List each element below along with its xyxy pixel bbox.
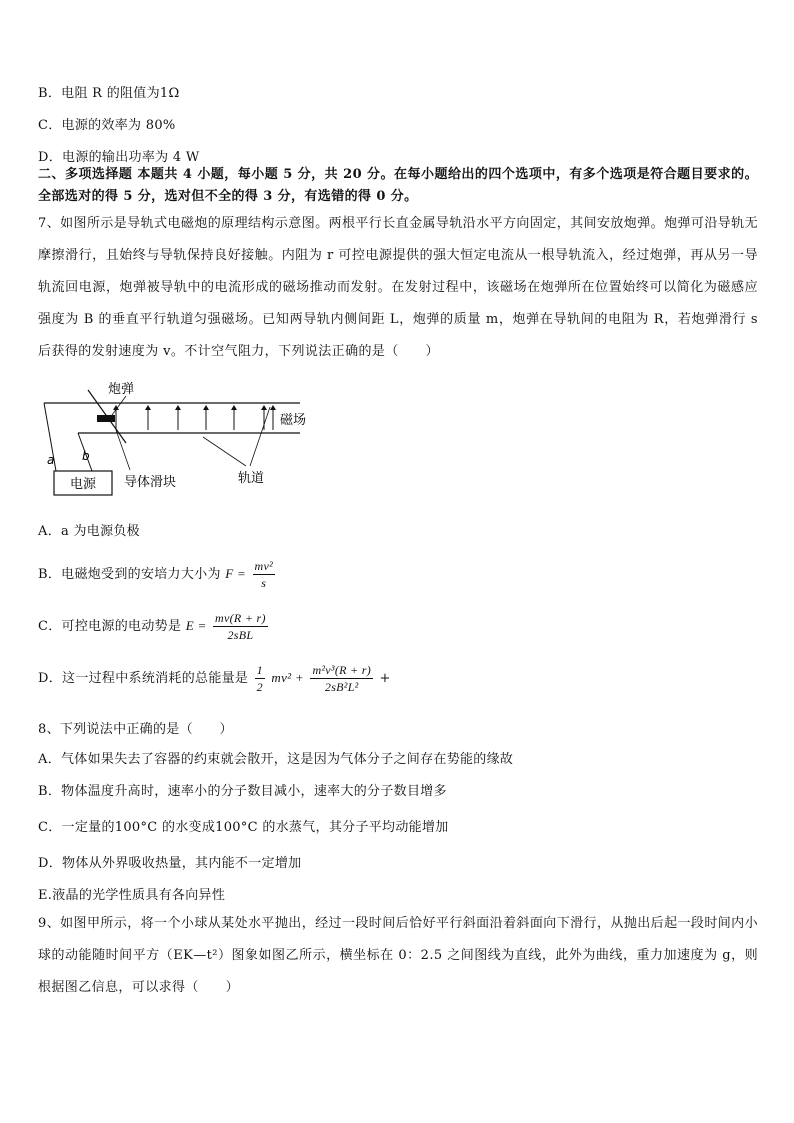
- option-b-lhs: F =: [225, 566, 247, 581]
- question-7-stem: 7、如图所示是导轨式电磁炮的原理结构示意图。两根平行长直金属导轨沿水平方向固定，其间安放炮弹。炮弹可沿导轨无摩擦滑行，且始终与导轨保持良好接触。内阻为 r 可控电源提供的强大恒定电流从一根导轨流入，经过炮弹，再从另一导轨流回电源，炮弹被导轨中的电流形成的磁场推动而发射。在发射过程中，该磁场在炮弹所在位置始终可以简化为磁感应强度为 B 的垂直平行轨道匀强磁场。已知两导轨内侧间距 L，炮弹的质量 m，炮弹在导轨间的电阻为 R，若炮弹滑行 s 后获得的发射速度为 v。不计空气阻力，下列说法正确的是（ ）: [38, 216, 758, 359]
- section-heading-multiple-choice: 二、多项选择题 本题共 4 小题，每小题 5 分，共 20 分。在每小题给出的四个选项中，有多个选项是符合题目要求的。全部选对的得 5 分，选对但不全的得 3 分，有选错的得 0 分。: [38, 167, 758, 204]
- field-arrowhead-3: [175, 405, 181, 410]
- question-9-stem: 9、如图甲所示，将一个小球从某处水平抛出，经过一段时间后恰好平行斜面沿着斜面向下滑行，从抛出后起一段时间内小球的动能随时间平方（EK—t²）图象如图乙所示，横坐标在 0：2.5 之间图线为直线，此外为曲线，重力加速度为 g，则根据图乙信息，可以求得（ ）: [38, 916, 758, 995]
- railgun-diagram: [38, 378, 318, 500]
- option-c-efficiency: C．电源的效率为 80%: [38, 118, 176, 133]
- field-arrowhead-6: [261, 405, 267, 410]
- power-source-label: 电源: [69, 477, 97, 492]
- question-8-option-a: A．气体如果失去了容器的约束就会散开，这是因为气体分子之间存在势能的缘故: [38, 752, 514, 767]
- option-d-loss-numerator: m²v³(R + r): [312, 663, 372, 677]
- field-arrowhead-2: [145, 405, 151, 410]
- option-d-output-power: D．电源的输出功率为 4 W: [38, 150, 200, 165]
- question-7-option-d: [38, 662, 391, 695]
- question-7-option-b: [38, 558, 277, 591]
- leader-rail-1: [203, 437, 246, 466]
- option-d-half-numerator: 1: [256, 663, 263, 677]
- option-d-loss-denominator: 2sB²L²: [324, 680, 359, 694]
- option-c-text: C．可控电源的电动势是: [38, 619, 182, 634]
- option-b-numerator: mv²: [254, 559, 274, 573]
- option-b-denominator: s: [261, 576, 267, 590]
- question-8-option-c: C．一定量的100°C 的水变成100°C 的水蒸气，其分子平均动能增加: [38, 820, 449, 835]
- field-arrowhead-4: [203, 405, 209, 410]
- leader-rail-2: [250, 407, 270, 466]
- option-b-text: B．电磁炮受到的安培力大小为: [38, 567, 221, 582]
- question-8-option-e: E.液晶的光学性质具有各向异性: [38, 888, 226, 903]
- leader-slider: [116, 430, 130, 470]
- option-d-half-denominator: 2: [256, 680, 263, 694]
- field-arrowhead-5: [231, 405, 237, 410]
- label-conductor-slider: 导体滑块: [124, 475, 177, 490]
- field-arrowhead-7: [270, 405, 276, 410]
- question-7-option-c: [38, 610, 270, 643]
- option-c-fraction: [213, 610, 268, 643]
- question-8-stem: 8、下列说法中正确的是（ ）: [38, 722, 233, 737]
- option-d-middle-term: mv² +: [271, 670, 304, 685]
- option-d-fraction-half: [255, 662, 265, 695]
- conductor-slider: [88, 390, 126, 443]
- option-c-numerator: mv(R + r): [215, 611, 266, 625]
- label-b: b: [82, 449, 90, 463]
- leader-shell: [112, 396, 126, 415]
- label-rail: 轨道: [238, 471, 265, 486]
- question-8-option-b: B．物体温度升高时，速率小的分子数目减小，速率大的分子数目增多: [38, 784, 447, 799]
- label-a: a: [47, 453, 55, 467]
- option-c-denominator: 2sBL: [227, 628, 254, 642]
- question-8-option-d: D．物体从外界吸收热量，其内能不一定增加: [38, 856, 302, 871]
- option-c-lhs: E =: [185, 618, 207, 633]
- label-shell: 炮弹: [108, 382, 135, 397]
- option-d-fraction-loss: [310, 662, 373, 695]
- option-d-end: +: [379, 671, 391, 686]
- label-magnetic-field: 磁场: [280, 413, 307, 428]
- question-7-option-a: A．a 为电源负极: [38, 524, 140, 539]
- option-b-fraction: [253, 558, 276, 591]
- option-d-text: D．这一过程中系统消耗的总能量是: [38, 671, 249, 686]
- option-b-resistance: B．电阻 R 的阻值为1Ω: [38, 86, 180, 101]
